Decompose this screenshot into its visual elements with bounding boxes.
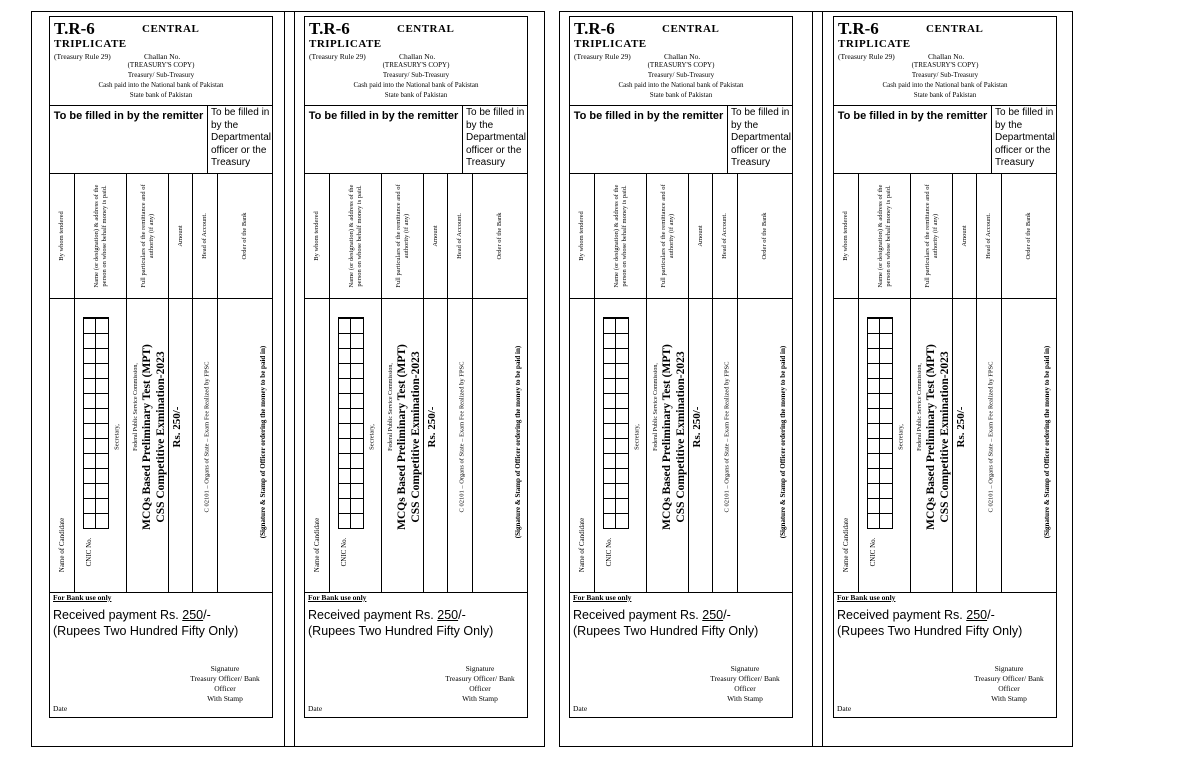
signature-block: Signature Treasury Officer/ Bank Officer With Stamp [974, 664, 1044, 703]
remitter-heading: To be filled in by the remitter [834, 105, 992, 173]
department-heading: To be filled in by the Departmental officer or the Treasury [731, 107, 792, 168]
cash-paid-label: Cash paid into the National bank of Pakistan [618, 81, 744, 89]
cash-paid-label: Cash paid into the National bank of Pakistan [98, 81, 224, 89]
challan-copy-2 [304, 16, 528, 718]
col-amount: Amount [169, 174, 193, 298]
copy-label: (TREASURY'S COPY) [127, 61, 195, 69]
copy-label: (TREASURY'S COPY) [382, 61, 450, 69]
rupees-words: (Rupees Two Hundred Fifty Only) [573, 624, 759, 638]
body-head [713, 297, 738, 592]
col-full-particulars: Full particulars of the remittance and of authority (if any) [382, 174, 424, 298]
body-order [1002, 297, 1056, 592]
col-order-bank: Order of the Bank [496, 212, 503, 260]
col-head-account: Head of Account. [713, 174, 738, 298]
body-particulars [382, 297, 424, 592]
name-of-candidate: Name of Candidate [578, 517, 586, 573]
department-heading: To be filled in by the Departmental officer or the Treasury [466, 107, 527, 168]
received-payment: Received payment Rs. 250/- [573, 608, 731, 622]
treasury-rule: (Treasury Rule 29) [54, 52, 111, 61]
remitter-heading: To be filled in by the remitter [570, 105, 728, 173]
challan-header [50, 17, 272, 106]
css-label: CSS Competitive Exmination-2023 [939, 351, 951, 523]
remitter-heading: To be filled in by the remitter [305, 105, 463, 173]
fpsc-label: Federal Public Service Commission, [133, 363, 139, 451]
column-headers [834, 173, 1056, 299]
body-head [193, 297, 218, 592]
date-label: Date [837, 704, 852, 713]
treasury-label: Treasury/ Sub-Treasury [127, 71, 195, 79]
body-name [595, 297, 647, 592]
bank-use-label: For Bank use only [53, 593, 112, 602]
challan-body [570, 297, 792, 593]
signature-block: Signature Treasury Officer/ Bank Officer With Stamp [445, 664, 515, 703]
central-label: CENTRAL [926, 23, 984, 35]
challan-header [834, 17, 1056, 106]
form-code: T.R-6 [54, 19, 95, 38]
challan-body [50, 297, 272, 593]
body-order [473, 297, 527, 592]
date-label: Date [308, 704, 323, 713]
cnic-boxes-2[interactable] [879, 317, 893, 529]
col-order-bank: Order of the Bank [761, 212, 768, 260]
name-of-candidate: Name of Candidate [313, 517, 321, 573]
body-amount [169, 297, 193, 592]
name-of-candidate: Name of Candidate [58, 517, 66, 573]
challan-no: Challan No. [664, 52, 701, 61]
signature-block: Signature Treasury Officer/ Bank Officer With Stamp [190, 664, 260, 703]
divider-1 [284, 11, 285, 747]
mcq-label: MCQs Based Preliminary Test (MPT) [925, 344, 937, 530]
body-name [330, 297, 382, 592]
col-by-whom: By whom tendered [834, 174, 859, 298]
secretary-label: Secretary, [633, 424, 641, 450]
css-label: CSS Competitive Exmination-2023 [155, 351, 167, 523]
triplicate-label: TRIPLICATE [54, 38, 127, 50]
state-bank-label: State bank of Pakistan [129, 91, 193, 99]
body-name [75, 297, 127, 592]
col-order-bank: Order of the Bank [241, 212, 248, 260]
fpsc-label: Federal Public Service Commission, [388, 363, 394, 451]
mcq-label: MCQs Based Preliminary Test (MPT) [396, 344, 408, 530]
triplicate-label: TRIPLICATE [309, 38, 382, 50]
divider-2 [294, 11, 295, 747]
col-by-whom: By whom tendered [50, 174, 75, 298]
col-full-particulars: Full particulars of the remittance and of authority (if any) [911, 174, 953, 298]
state-bank-label: State bank of Pakistan [649, 91, 713, 99]
body-order [738, 297, 792, 592]
central-label: CENTRAL [662, 23, 720, 35]
col-head-account: Head of Account. [193, 174, 218, 298]
bank-use-label: For Bank use only [573, 593, 632, 602]
body-order [218, 297, 272, 592]
column-headers [305, 173, 527, 299]
central-label: CENTRAL [397, 23, 455, 35]
body-amount [689, 297, 713, 592]
challan-copy-3 [569, 16, 793, 718]
body-amount [953, 297, 977, 592]
col-head-account: Head of Account. [977, 174, 1002, 298]
copy-label: (TREASURY'S COPY) [647, 61, 715, 69]
bank-section [834, 592, 1056, 717]
bank-section [570, 592, 792, 717]
challan-body [834, 297, 1056, 593]
amount-value: Rs. 250/- [691, 406, 703, 448]
rupees-words: (Rupees Two Hundred Fifty Only) [308, 624, 494, 638]
col-head-account: Head of Account. [448, 174, 473, 298]
css-label: CSS Competitive Exmination-2023 [675, 351, 687, 523]
fpsc-label: Federal Public Service Commission, [653, 363, 659, 451]
mcq-label: MCQs Based Preliminary Test (MPT) [141, 344, 153, 530]
copy-label: (TREASURY'S COPY) [911, 61, 979, 69]
signature-stamp-label: (Signature & Stamp of Officer ordering the money to be paid in) [514, 345, 522, 539]
amount-value: Rs. 250/- [171, 406, 183, 448]
col-name: Name (or designation) & address of the person on whose behalf money is paid. [859, 174, 911, 298]
challan-body [305, 297, 527, 593]
treasury-rule: (Treasury Rule 29) [309, 52, 366, 61]
body-head [977, 297, 1002, 592]
name-of-candidate: Name of Candidate [842, 517, 850, 573]
body-particulars [647, 297, 689, 592]
treasury-label: Treasury/ Sub-Treasury [647, 71, 715, 79]
col-name: Name (or designation) & address of the person on whose behalf money is paid. [330, 174, 382, 298]
col-by-whom: By whom tendered [305, 174, 330, 298]
col-amount: Amount [953, 174, 977, 298]
challan-no: Challan No. [399, 52, 436, 61]
cnic-label: CNIC No. [340, 537, 348, 567]
body-by-whom [834, 297, 859, 592]
amount-value: Rs. 250/- [955, 406, 967, 448]
body-by-whom [305, 297, 330, 592]
secretary-label: Secretary, [113, 424, 121, 450]
cash-paid-label: Cash paid into the National bank of Pakistan [353, 81, 479, 89]
challan-no: Challan No. [928, 52, 965, 61]
form-code: T.R-6 [574, 19, 615, 38]
body-head [448, 297, 473, 592]
body-by-whom [50, 297, 75, 592]
col-full-particulars: Full particulars of the remittance and of authority (if any) [127, 174, 169, 298]
triplicate-label: TRIPLICATE [574, 38, 647, 50]
body-particulars [911, 297, 953, 592]
received-payment: Received payment Rs. 250/- [837, 608, 995, 622]
secretary-label: Secretary, [368, 424, 376, 450]
amount-value: Rs. 250/- [426, 406, 438, 448]
state-bank-label: State bank of Pakistan [384, 91, 448, 99]
cnic-label: CNIC No. [869, 537, 877, 567]
triplicate-label: TRIPLICATE [838, 38, 911, 50]
col-full-particulars: Full particulars of the remittance and of authority (if any) [647, 174, 689, 298]
remitter-heading: To be filled in by the remitter [50, 105, 208, 173]
head-of-account: C 02101 – Organs of State – Exam Fee Realized by FPSC [203, 361, 211, 513]
body-by-whom [570, 297, 595, 592]
form-code: T.R-6 [309, 19, 350, 38]
col-name: Name (or designation) & address of the person on whose behalf money is paid. [75, 174, 127, 298]
form-code: T.R-6 [838, 19, 879, 38]
challan-header [570, 17, 792, 106]
signature-stamp-label: (Signature & Stamp of Officer ordering the money to be paid in) [1043, 345, 1051, 539]
department-heading: To be filled in by the Departmental officer or the Treasury [995, 107, 1056, 168]
col-name: Name (or designation) & address of the person on whose behalf money is paid. [595, 174, 647, 298]
signature-stamp-label: (Signature & Stamp of Officer ordering the money to be paid in) [259, 345, 267, 539]
challan-no: Challan No. [144, 52, 181, 61]
col-amount: Amount [424, 174, 448, 298]
cnic-label: CNIC No. [605, 537, 613, 567]
date-label: Date [573, 704, 588, 713]
treasury-label: Treasury/ Sub-Treasury [911, 71, 979, 79]
treasury-rule: (Treasury Rule 29) [574, 52, 631, 61]
treasury-rule: (Treasury Rule 29) [838, 52, 895, 61]
challan-header [305, 17, 527, 106]
signature-stamp-label: (Signature & Stamp of Officer ordering the money to be paid in) [779, 345, 787, 539]
divider-3 [812, 11, 813, 747]
head-of-account: C 02101 – Organs of State – Exam Fee Realized by FPSC [723, 361, 731, 513]
bank-use-label: For Bank use only [837, 593, 896, 602]
cash-paid-label: Cash paid into the National bank of Pakistan [882, 81, 1008, 89]
rupees-words: (Rupees Two Hundred Fifty Only) [53, 624, 239, 638]
cnic-label: CNIC No. [85, 537, 93, 567]
bank-section [305, 592, 527, 717]
head-of-account: C 02101 – Organs of State – Exam Fee Realized by FPSC [458, 361, 466, 513]
head-of-account: C 02101 – Organs of State – Exam Fee Realized by FPSC [987, 361, 995, 513]
department-heading: To be filled in by the Departmental officer or the Treasury [211, 107, 272, 168]
treasury-label: Treasury/ Sub-Treasury [382, 71, 450, 79]
state-bank-label: State bank of Pakistan [913, 91, 977, 99]
bank-use-label: For Bank use only [308, 593, 367, 602]
cnic-boxes-2[interactable] [95, 317, 109, 529]
rupees-words: (Rupees Two Hundred Fifty Only) [837, 624, 1023, 638]
col-order-bank: Order of the Bank [1025, 212, 1032, 260]
date-label: Date [53, 704, 68, 713]
signature-block: Signature Treasury Officer/ Bank Officer With Stamp [710, 664, 780, 703]
body-particulars [127, 297, 169, 592]
bank-section [50, 592, 272, 717]
central-label: CENTRAL [142, 23, 200, 35]
received-payment: Received payment Rs. 250/- [53, 608, 211, 622]
fpsc-label: Federal Public Service Commission, [917, 363, 923, 451]
cnic-boxes-2[interactable] [615, 317, 629, 529]
divider-4 [822, 11, 823, 747]
col-amount: Amount [689, 174, 713, 298]
col-by-whom: By whom tendered [570, 174, 595, 298]
mcq-label: MCQs Based Preliminary Test (MPT) [661, 344, 673, 530]
challan-copy-1 [49, 16, 273, 718]
column-headers [50, 173, 272, 299]
secretary-label: Secretary, [897, 424, 905, 450]
body-amount [424, 297, 448, 592]
column-headers [570, 173, 792, 299]
css-label: CSS Competitive Exmination-2023 [410, 351, 422, 523]
body-name [859, 297, 911, 592]
cnic-boxes-2[interactable] [350, 317, 364, 529]
received-payment: Received payment Rs. 250/- [308, 608, 466, 622]
challan-copy-4 [833, 16, 1057, 718]
